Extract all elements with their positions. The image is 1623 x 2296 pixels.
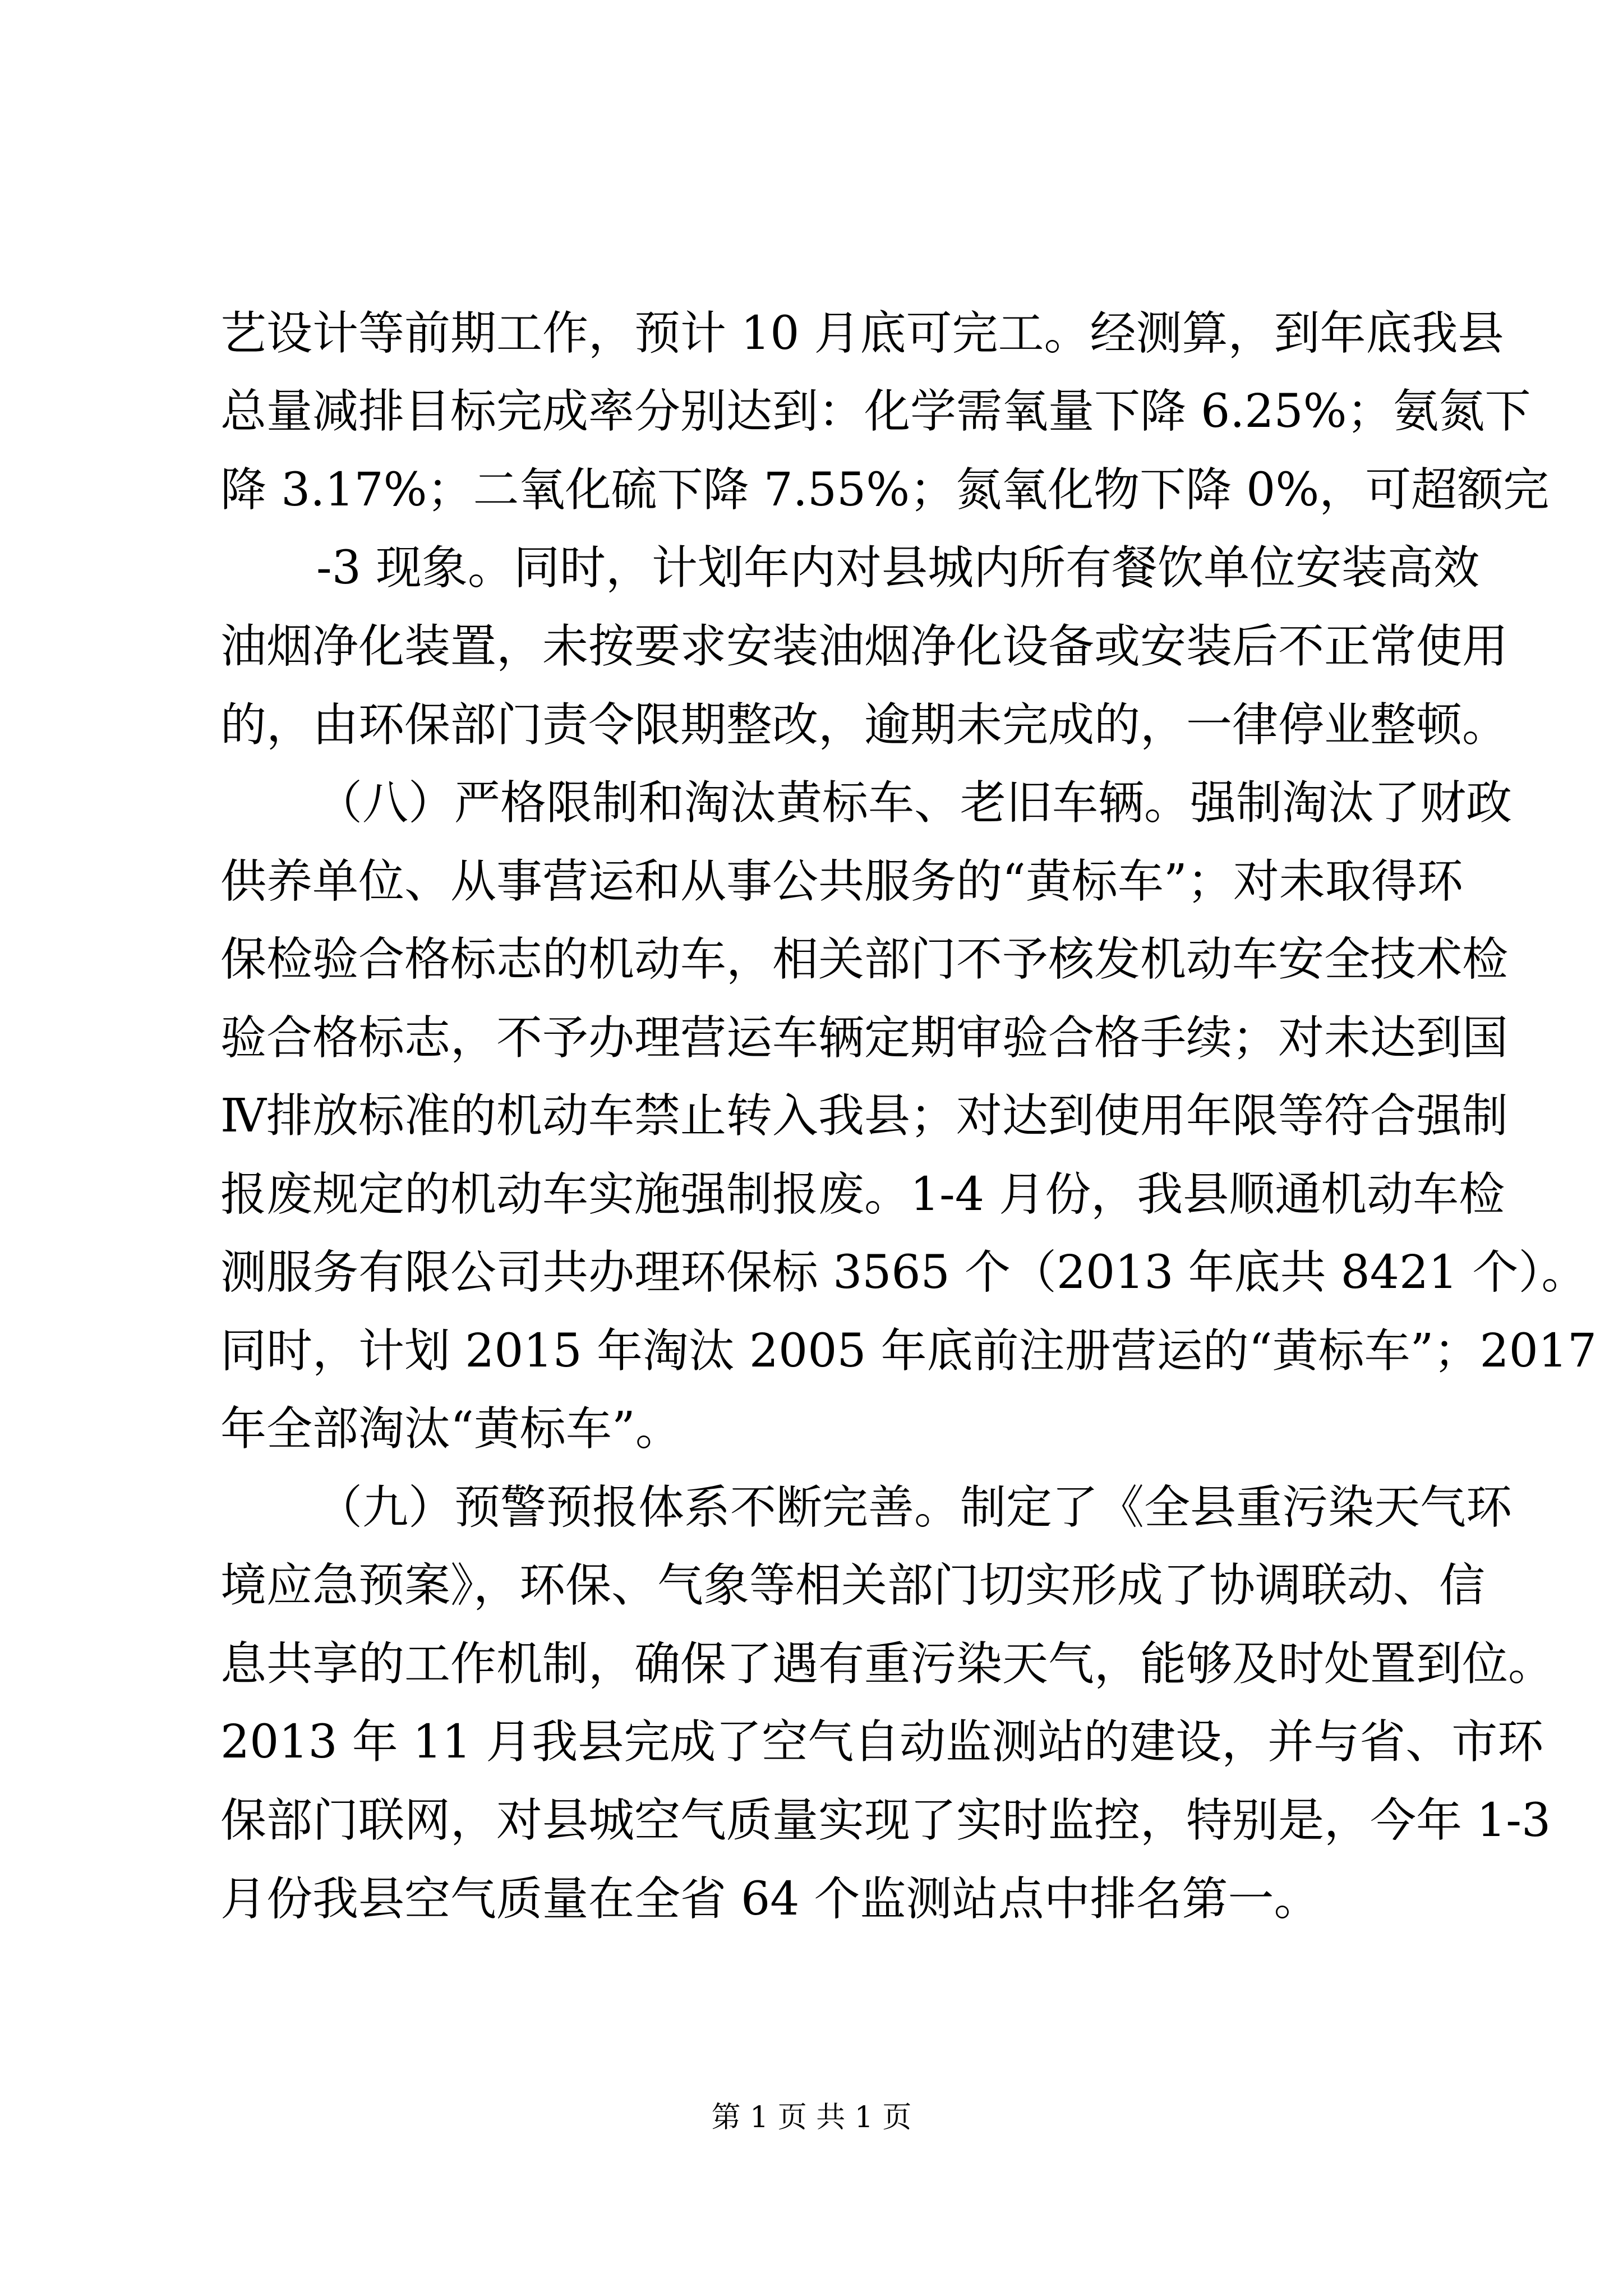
section-9-line-1: （九）预警预报体系不断完善。制定了《全县重污染天气环 — [316, 1481, 1513, 1534]
section-8-line-1: （八）严格限制和淘汰黄标车、老旧车辆。强制淘汰了财政 — [316, 776, 1513, 830]
section-9-line-5: 保部门联网，对县城空气质量实现了实时监控，特别是，今年 1-3 — [220, 1794, 1551, 1847]
body-line-1: 艺设计等前期工作，预计 10 月底可完工。经测算，到年底我县 — [220, 307, 1504, 360]
body-line-3: 降 3.17%；二氧化硫下降 7.55%；氮氧化物下降 0%，可超额完 — [220, 463, 1550, 517]
section-9-line-4: 2013 年 11 月我县完成了空气自动监测站的建设，并与省、市环 — [220, 1715, 1544, 1769]
body-line-2: 总量减排目标完成率分别达到：化学需氧量下降 6.25%；氨氮下 — [220, 385, 1531, 438]
section-8-line-2: 供养单位、从事营运和从事公共服务的“黄标车”；对未取得环 — [220, 855, 1463, 908]
section-9-line-6: 月份我县空气质量在全省 64 个监测站点中排名第一。 — [220, 1872, 1320, 1926]
section-8-line-5: Ⅳ排放标准的机动车禁止转入我县；对达到使用年限等符合强制 — [220, 1089, 1508, 1143]
section-8-line-9: 年全部淘汰“黄标车”。 — [220, 1402, 681, 1456]
section-8-line-3: 保检验合格标志的机动车，相关部门不予核发机动车安全技术检 — [220, 933, 1509, 986]
section-8-line-6: 报废规定的机动车实施强制报废。1-4 月份，我县顺通机动车检 — [220, 1168, 1505, 1221]
section-9-line-3: 息共享的工作机制，确保了遇有重污染天气，能够及时处置到位。 — [220, 1637, 1555, 1691]
section-8-line-4: 验合格标志，不予办理营运车辆定期审验合格手续；对未达到国 — [220, 1011, 1509, 1065]
page-footer: 第 1 页 共 1 页 — [711, 2101, 912, 2134]
body-line-5: 油烟净化装置，未按要求安装油烟净化设备或安装后不正常使用 — [220, 620, 1509, 673]
body-line-6: 的，由环保部门责令限期整改，逾期未完成的，一律停业整顿。 — [220, 698, 1509, 752]
section-8-line-8: 同时，计划 2015 年淘汰 2005 年底前注册营运的“黄标车”；2017 — [220, 1324, 1597, 1378]
section-9-line-2: 境应急预案》，环保、气象等相关部门切实形成了协调联动、信 — [220, 1559, 1486, 1612]
body-line-4: -3 现象。同时，计划年内对县城内所有餐饮单位安装高效 — [316, 541, 1479, 595]
section-8-line-7: 测服务有限公司共办理环保标 3565 个（2013 年底共 8421 个）。 — [220, 1246, 1588, 1299]
